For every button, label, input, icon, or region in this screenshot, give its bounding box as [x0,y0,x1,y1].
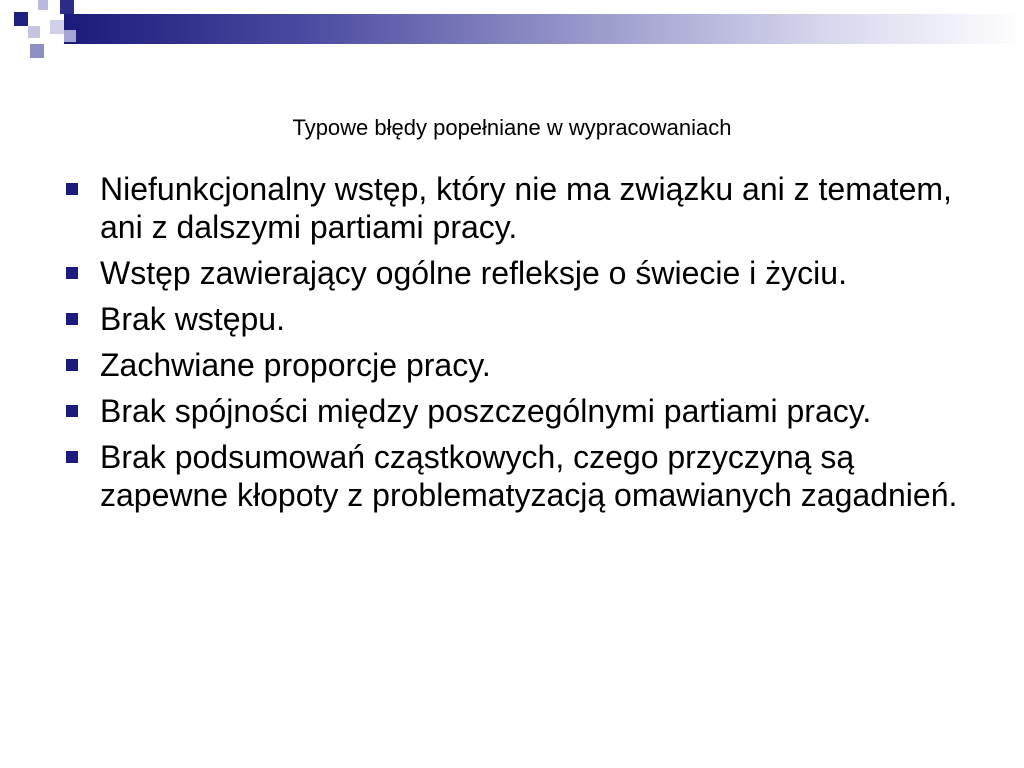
decorative-square [30,44,44,58]
bullet-item [62,438,962,514]
bullet-text: Wstęp zawierający ogólne refleksje o świecie i życiu. [100,255,847,291]
bullet-text: Niefunkcjonalny wstęp, który nie ma związku ani z tematem, ani z dalszymi partiami pracy. [100,171,952,245]
decorative-square [38,0,48,10]
square-bullet-icon [66,313,78,325]
square-bullet-icon [66,451,78,463]
bullet-text: Brak spójności między poszczególnymi partiami pracy. [100,393,872,429]
bullet-item [62,300,962,338]
decorative-square [50,20,64,34]
square-bullet-icon [66,183,78,195]
decorative-square [28,26,40,38]
slide-title: Typowe błędy popełniane w wypracowaniach [292,115,732,140]
bullet-item [62,170,962,246]
bullet-item [62,346,962,384]
bullet-list [62,170,962,522]
square-bullet-icon [66,405,78,417]
square-bullet-icon [66,359,78,371]
bullet-item [62,392,962,430]
square-bullet-icon [66,267,78,279]
decorative-square [64,30,76,42]
bullet-item [62,254,962,292]
decorative-square [60,0,74,14]
bullet-text: Brak wstępu. [100,301,285,337]
bullet-text: Zachwiane proporcje pracy. [100,347,491,383]
header-gradient-bar [64,14,1024,44]
bullet-text: Brak podsumowań cząstkowych, czego przyczyną są zapewne kłopoty z problematyzacją omawianych zagadnień. [100,439,958,513]
decorative-square [14,12,28,26]
